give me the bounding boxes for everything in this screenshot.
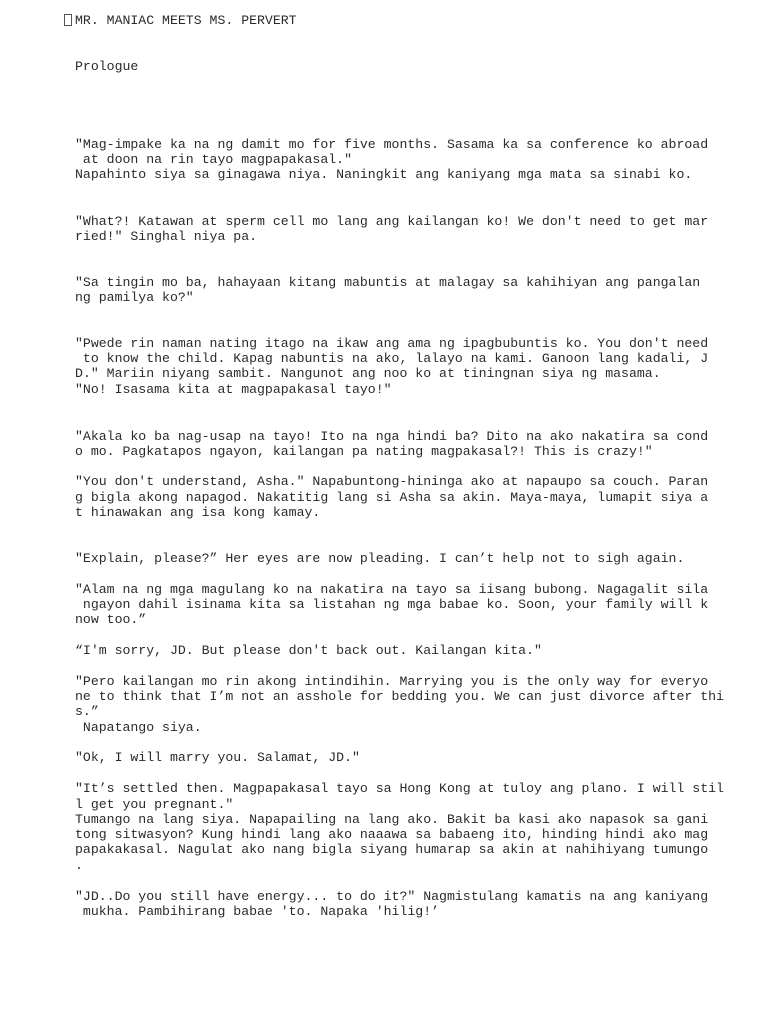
chapter-heading: Prologue [75,59,139,74]
text-line: “I'm sorry, JD. But please don't back out. Kailangan kita." [75,643,542,658]
text-line: ried!" Singhal niya pa. [75,229,258,244]
text-line: s.” [75,704,99,719]
text-line: "Ok, I will marry you. Salamat, JD." [75,750,360,765]
text-line: ne to think that I’m not an asshole for bedding you. We can just divorce after thi [75,689,724,704]
text-line: now too.” [75,612,147,627]
text-line: "Akala ko ba nag-usap na tayo! Ito na nga hindi ba? Dito na ako nakatira sa cond [75,429,709,444]
text-line: ngayon dahil isinama kita sa listahan ng mga babae ko. Soon, your family will k [75,597,709,612]
text-line: D." Mariin niyang sambit. Nangunot ang noo ko at tiningnan siya ng masama. [75,366,661,381]
text-line: Napatango siya. [75,720,202,735]
document-title: MR. MANIAC MEETS MS. PERVERT [75,13,297,28]
text-line: ng pamilya ko?" [75,290,194,305]
text-line: Tumango na lang siya. Napapailing na lang ako. Bakit ba kasi ako napasok sa gani [75,812,709,827]
text-line: at doon na rin tayo magpapakasal." [75,152,352,167]
text-line: to know the child. Kapag nabuntis na ako, lalayo na kami. Ganoon lang kadali, J [75,351,709,366]
text-line: l get you pregnant." [75,797,234,812]
text-line: "Sa tingin mo ba, hahayaan kitang mabuntis at malagay sa kahihiyan ang pangalan [75,275,701,290]
text-line: "Alam na ng mga magulang ko na nakatira na tayo sa iisang bubong. Nagagalit sila [75,582,709,597]
text-line: "You don't understand, Asha." Napabuntong-hininga ako at napaupo sa couch. Paran [75,474,709,489]
text-line: . [75,858,83,873]
text-line: t hinawakan ang isa kong kamay. [75,505,321,520]
text-line: "Explain, please?” Her eyes are now pleading. I can’t help not to sigh again. [75,551,685,566]
text-line: "JD..Do you still have energy... to do it?" Nagmistulang kamatis na ang kaniyang [75,889,709,904]
text-line: "Pwede rin naman nating itago na ikaw ang ama ng ipagbubuntis ko. You don't need [75,336,709,351]
missing-glyph-icon [64,14,72,26]
text-line: Napahinto siya sa ginagawa niya. Naningkit ang kaniyang mga mata sa sinabi ko. [75,167,693,182]
text-line: "What?! Katawan at sperm cell mo lang ang kailangan ko! We don't need to get mar [75,214,709,229]
text-line: "It’s settled then. Magpapakasal tayo sa Hong Kong at tuloy ang plano. I will stil [75,781,724,796]
text-line: tong sitwasyon? Kung hindi lang ako naaawa sa babaeng ito, hinding hindi ako mag [75,827,709,842]
text-line: "Pero kailangan mo rin akong intindihin. Marrying you is the only way for everyo [75,674,709,689]
text-line: "No! Isasama kita at magpapakasal tayo!" [75,382,392,397]
text-line: g bigla akong napagod. Nakatitig lang si Asha sa akin. Maya-maya, lumapit siya a [75,490,709,505]
text-line: "Mag-impake ka na ng damit mo for five months. Sasama ka sa conference ko abroad [75,137,709,152]
text-line: papakakasal. Nagulat ako nang bigla siyang humarap sa akin at nahihiyang tumungo [75,842,709,857]
text-line: mukha. Pambihirang babae 'to. Napaka 'hilig!’ [75,904,440,919]
text-line: o mo. Pagkatapos ngayon, kailangan pa nating magpakasal?! This is crazy!" [75,444,653,459]
